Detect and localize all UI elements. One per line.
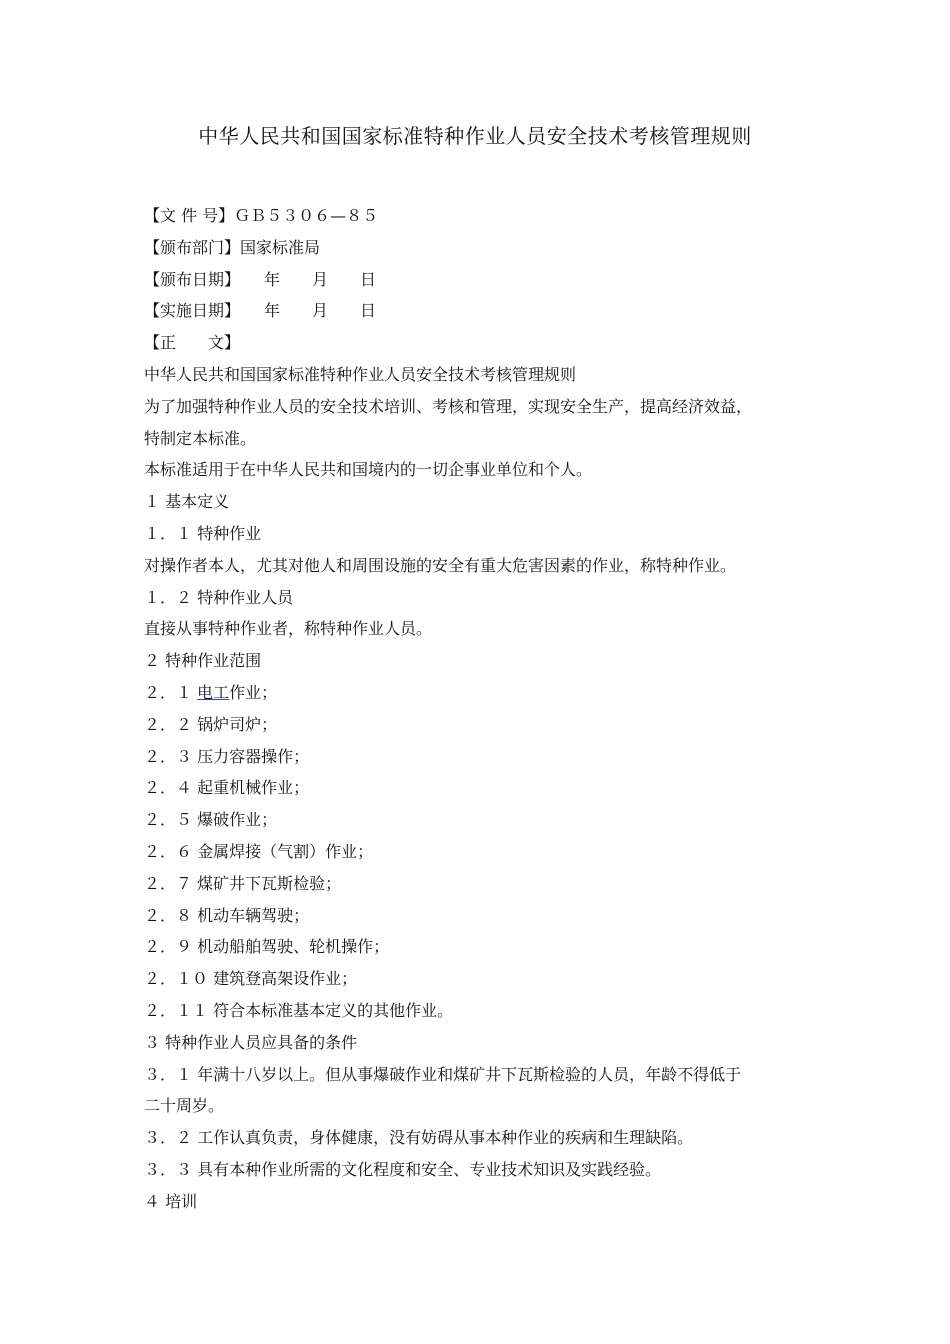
clause-2-11: ２．１１ 符合本标准基本定义的其他作业。: [144, 1000, 454, 1020]
body-heading: 中华人民共和国国家标准特种作业人员安全技术考核管理规则: [144, 364, 577, 384]
clause-3-1: ３．１ 年满十八岁以上。但从事爆破作业和煤矿井下瓦斯检验的人员，年龄不得低于: [144, 1064, 742, 1084]
clause-3-3: ３．３ 具有本种作业所需的文化程度和安全、专业技术知识及实践经验。: [144, 1159, 662, 1179]
document-title: 中华人民共和国国家标准特种作业人员安全技术考核管理规则: [198, 124, 752, 148]
clause-2-1-number: ２．１: [144, 682, 198, 702]
meta-issuing-department: 【颁布部门】国家标准局: [144, 237, 321, 257]
clause-2-6: ２．６ 金属焊接（气割）作业；: [144, 841, 374, 861]
clause-3-1-cont: 二十周岁。: [144, 1096, 225, 1116]
clause-2-2: ２．２ 锅炉司炉；: [144, 714, 278, 734]
paragraph-scope: 本标准适用于在中华人民共和国境内的一切企事业单位和个人。: [144, 460, 593, 480]
electrician-link[interactable]: 电工: [197, 682, 230, 702]
clause-2-8: ２．８ 机动车辆驾驶；: [144, 905, 310, 925]
meta-doc-number: 【文 件 号】ＧＢ５３０６—８５: [144, 206, 379, 225]
clause-2-1: [144, 677, 824, 709]
meta-body-label: 【正 文】: [144, 333, 241, 353]
clause-2-5: ２．５ 爆破作业；: [144, 810, 278, 830]
paragraph-purpose-cont: 特制定本标准。: [144, 428, 257, 448]
clause-2-1-suffix: 作业；: [229, 682, 278, 702]
clause-1-1: １．１ 特种作业: [144, 523, 262, 543]
section-heading-3: ３ 特种作业人员应具备的条件: [144, 1032, 358, 1052]
section-heading-1: １ 基本定义: [144, 492, 230, 512]
document-body: [144, 200, 824, 1218]
clause-1-2: １．２ 特种作业人员: [144, 587, 294, 607]
clause-2-3: ２．３ 压力容器操作；: [144, 746, 310, 766]
section-heading-4: ４ 培训: [144, 1191, 198, 1211]
clause-3-2: ３．２ 工作认真负责，身体健康，没有妨碍从事本种作业的疾病和生理缺陷。: [144, 1128, 694, 1148]
clause-1-1-text: 对操作者本人，尤其对他人和周围设施的安全有重大危害因素的作业，称特种作业。: [144, 555, 737, 575]
clause-2-7: ２．７ 煤矿井下瓦斯检验；: [144, 873, 342, 893]
meta-issue-date: 【颁布日期】 年 月 日: [144, 269, 377, 289]
section-heading-2: ２ 特种作业范围: [144, 651, 262, 671]
clause-1-2-text: 直接从事特种作业者，称特种作业人员。: [144, 619, 433, 639]
clause-2-10: ２．１０ 建筑登高架设作业；: [144, 969, 358, 989]
clause-2-9: ２．９ 机动船舶驾驶、轮机操作；: [144, 937, 390, 957]
meta-implementation-date: 【实施日期】 年 月 日: [144, 301, 377, 321]
clause-2-4: ２．４ 起重机械作业；: [144, 778, 310, 798]
paragraph-purpose: 为了加强特种作业人员的安全技术培训、考核和管理，实现安全生产，提高经济效益，: [144, 396, 753, 416]
